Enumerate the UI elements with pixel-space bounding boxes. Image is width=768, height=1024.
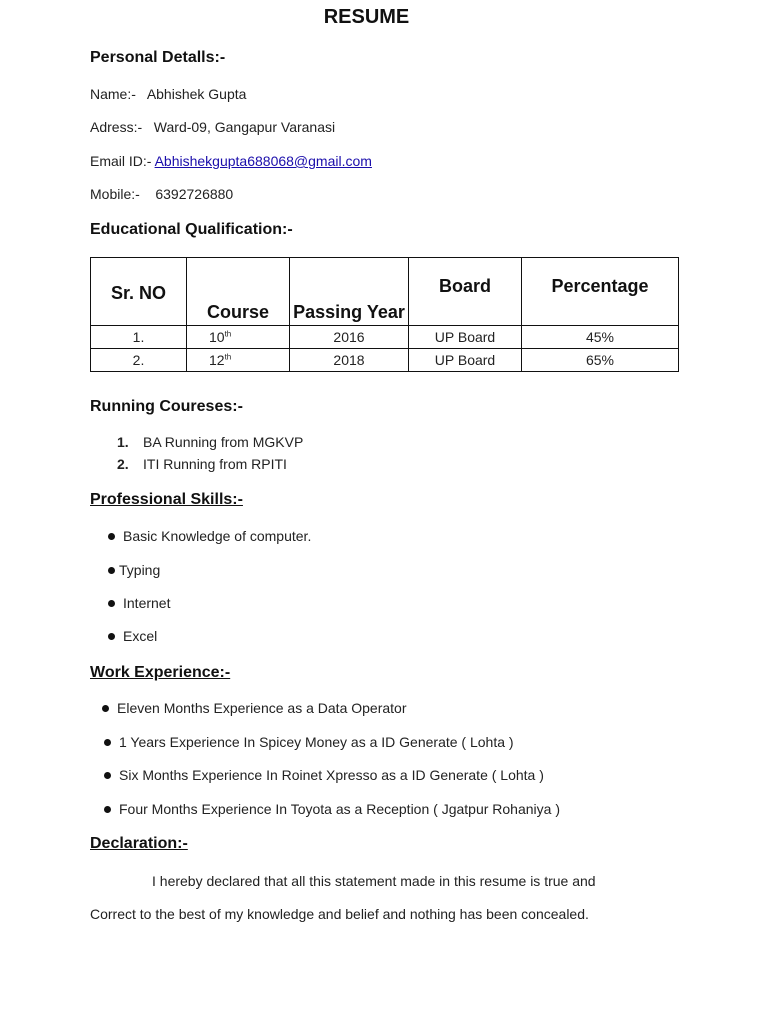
bullet-icon xyxy=(108,567,115,574)
email-label: Email ID:- xyxy=(90,153,152,169)
professional-skills-heading: Professional Skills:- xyxy=(90,491,243,508)
list-item: Internet xyxy=(108,595,170,611)
col-sr-no: Sr. NO xyxy=(91,258,187,326)
work-experience-heading: Work Experience:- xyxy=(90,664,231,681)
cell-course: 12th xyxy=(187,349,290,372)
education-heading: Educational Qualification:- xyxy=(90,221,293,238)
table-row xyxy=(91,349,679,372)
cell-board: UP Board xyxy=(409,326,522,349)
mobile-value: 6392726880 xyxy=(155,186,234,202)
list-item: 1. BA Running from MGKVP xyxy=(117,434,304,450)
declaration-line-2: Correct to the best of my knowledge and belief and nothing has been concealed. xyxy=(90,906,589,922)
list-item: 1 Years Experience In Spicey Money as a ID Generate ( Lohta ) xyxy=(104,734,514,750)
cell-course: 10th xyxy=(187,326,290,349)
bullet-icon xyxy=(108,633,115,640)
name-value: Abhishek Gupta xyxy=(146,86,247,102)
bullet-icon xyxy=(108,533,115,540)
bullet-icon xyxy=(104,772,111,779)
col-percentage: Percentage xyxy=(522,258,679,326)
col-passing-year: Passing Year xyxy=(290,258,409,326)
address-value: Ward-09, Gangapur Varanasi xyxy=(153,119,336,135)
cell-board: UP Board xyxy=(409,349,522,372)
cell-sr: 2. xyxy=(91,349,187,372)
declaration-heading: Declaration:- xyxy=(90,835,188,852)
bullet-icon xyxy=(108,600,115,607)
bullet-icon xyxy=(104,739,111,746)
list-item: Basic Knowledge of computer. xyxy=(108,528,311,544)
col-course: Course xyxy=(187,258,290,326)
cell-year: 2018 xyxy=(290,349,409,372)
col-board: Board xyxy=(409,258,522,326)
list-item: Six Months Experience In Roinet Xpresso as a ID Generate ( Lohta ) xyxy=(104,767,544,783)
education-table xyxy=(90,257,679,372)
name-label: Name:- xyxy=(90,86,136,102)
cell-sr: 1. xyxy=(91,326,187,349)
mobile-line xyxy=(90,186,233,202)
resume-title: RESUME xyxy=(323,6,410,28)
address-label: Adress:- xyxy=(90,119,143,135)
list-number: 1. xyxy=(117,434,129,450)
name-line xyxy=(90,86,246,102)
bullet-icon xyxy=(102,705,109,712)
table-header-row xyxy=(91,258,679,326)
mobile-label: Mobile:- xyxy=(90,186,140,202)
email-line xyxy=(90,153,372,169)
cell-year: 2016 xyxy=(290,326,409,349)
list-number: 2. xyxy=(117,456,129,472)
list-item: Four Months Experience In Toyota as a Reception ( Jgatpur Rohaniya ) xyxy=(104,801,560,817)
email-link[interactable]: Abhishekgupta688068@gmail.com xyxy=(154,153,372,169)
personal-details-heading: Personal Detalls:- xyxy=(90,49,226,66)
address-line xyxy=(90,119,335,135)
list-item: Excel xyxy=(108,628,157,644)
list-item: Typing xyxy=(108,562,160,578)
cell-percentage: 65% xyxy=(522,349,679,372)
table-row xyxy=(91,326,679,349)
running-courses-heading: Running Coureses:- xyxy=(90,398,243,415)
bullet-icon xyxy=(104,806,111,813)
cell-percentage: 45% xyxy=(522,326,679,349)
declaration-line-1: I hereby declared that all this statement made in this resume is true and xyxy=(152,873,596,889)
list-item: 2. ITI Running from RPITI xyxy=(117,456,287,472)
list-item: Eleven Months Experience as a Data Operator xyxy=(102,700,407,716)
